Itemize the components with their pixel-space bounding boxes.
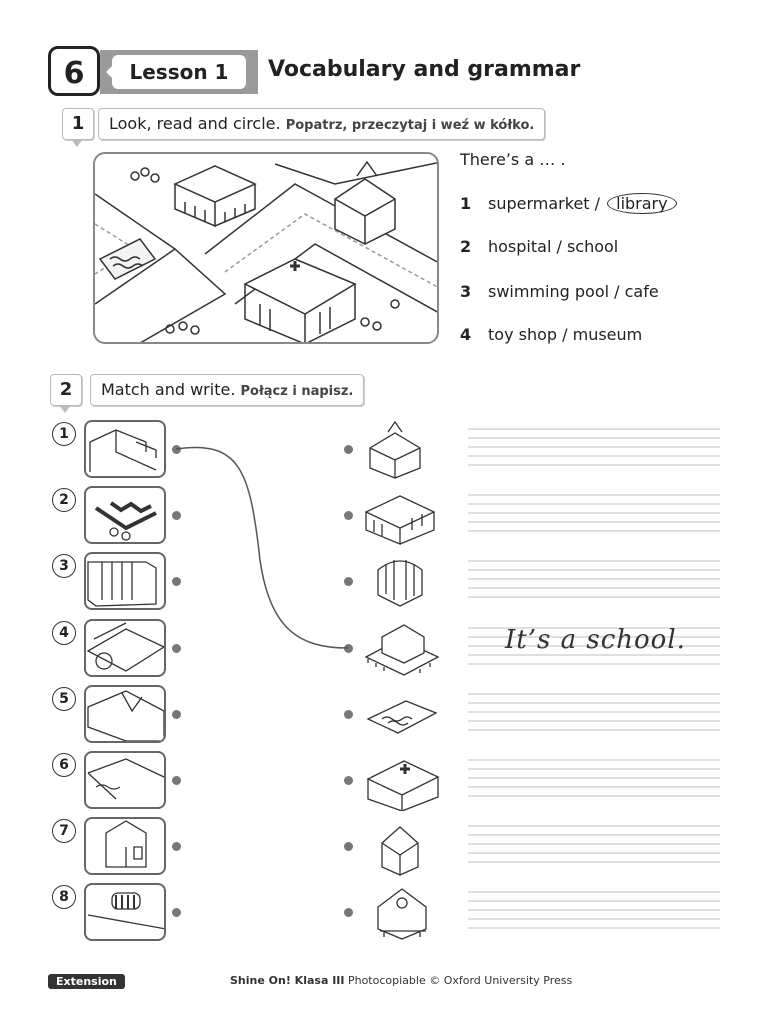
footer-copyright: Photocopiable © Oxford University Press — [347, 974, 573, 987]
choice-option-a[interactable]: swimming pool — [488, 282, 610, 301]
choice-separator: / — [609, 282, 625, 301]
unit-number: 6 — [48, 46, 100, 96]
choice-option-b[interactable]: museum — [572, 325, 643, 344]
choice-option-b-circled[interactable]: library — [607, 193, 676, 214]
picture-number-6: 6 — [52, 753, 76, 777]
choice-option-b[interactable]: cafe — [624, 282, 659, 301]
choice-option-a[interactable]: supermarket — [488, 194, 590, 213]
footer-book: Shine On! Klasa III — [230, 974, 345, 987]
exercise-1-prompt: There’s a … . — [460, 150, 566, 169]
choice-number: 2 — [460, 237, 472, 256]
choice-number: 4 — [460, 325, 472, 344]
exercise-2-instruction-pl: Połącz i napisz. — [240, 384, 354, 399]
page-title: Vocabulary and grammar — [268, 57, 581, 82]
example-answer: It’s a school. — [505, 625, 686, 655]
picture-number-5: 5 — [52, 687, 76, 711]
match-line-example — [176, 447, 348, 648]
choice-separator: / — [589, 194, 606, 213]
choice-separator: / — [551, 237, 567, 256]
picture-number-1: 1 — [52, 422, 76, 446]
picture-number-2: 2 — [52, 488, 76, 512]
extension-badge: Extension — [48, 974, 125, 989]
picture-number-7: 7 — [52, 819, 76, 843]
choice-option-a[interactable]: hospital — [488, 237, 552, 256]
exercise-1-instruction-pl: Popatrz, przeczytaj i weź w kółko. — [285, 118, 535, 133]
picture-number-8: 8 — [52, 885, 76, 909]
picture-number-4: 4 — [52, 621, 76, 645]
picture-number-3: 3 — [52, 554, 76, 578]
choice-number: 1 — [460, 194, 472, 213]
lesson-label: Lesson 1 — [112, 55, 246, 89]
choice-option-a[interactable]: toy shop — [488, 325, 558, 344]
choice-option-b[interactable]: school — [566, 237, 619, 256]
exercise-1-instruction-en: Look, read and circle. — [109, 114, 281, 133]
choice-number: 3 — [460, 282, 472, 301]
exercise-2-number: 2 — [50, 374, 82, 406]
exercise-1-number: 1 — [62, 108, 94, 140]
exercise-2-instruction-en: Match and write. — [101, 380, 236, 399]
choice-separator: / — [557, 325, 573, 344]
footer-text — [230, 974, 572, 987]
